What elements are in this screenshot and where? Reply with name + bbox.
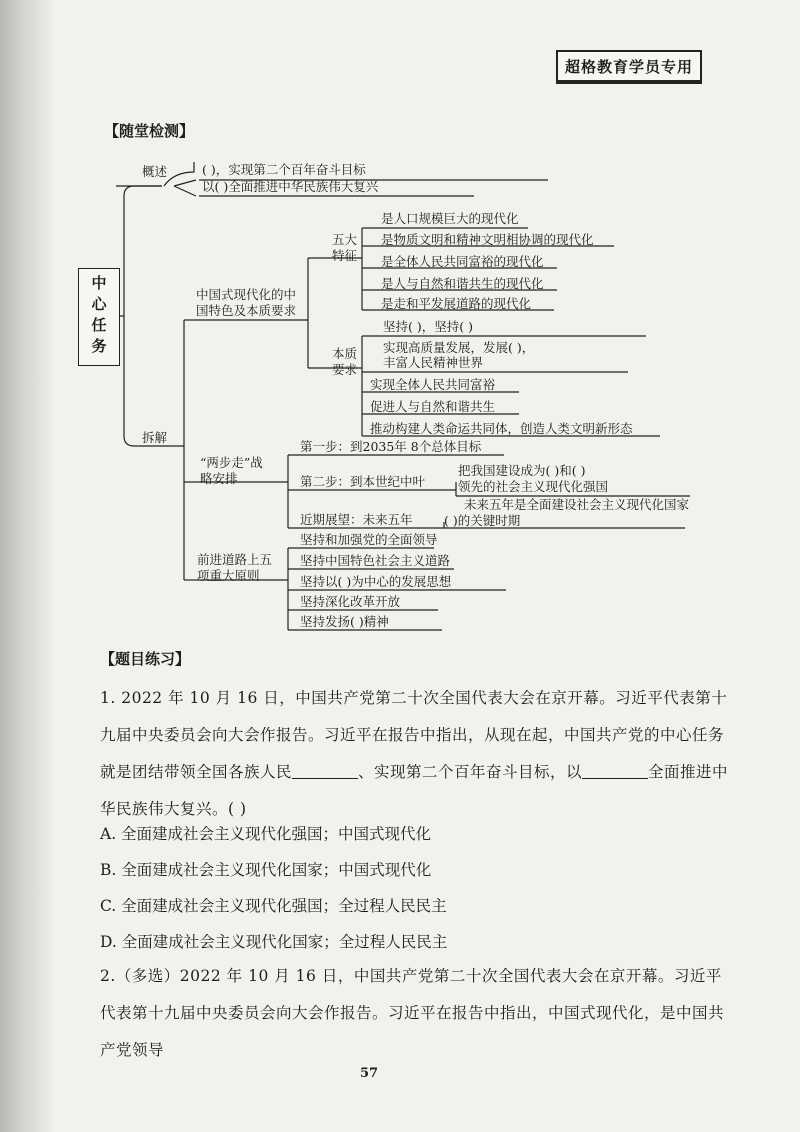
feature-item: 是走和平发展道路的现代化 — [381, 296, 532, 311]
question-1-text-c: 全面推进中华民族伟大复兴。( ) — [100, 763, 729, 818]
option-c: C. 全面建成社会主义现代化强国；全过程人民民主 — [100, 897, 447, 915]
essence-item: 促进人与自然和谐共生 — [370, 399, 496, 414]
option-b: B. 全面建成社会主义现代化国家；中国式现代化 — [100, 861, 432, 879]
overview-label: 概述 — [142, 164, 168, 179]
near-term-detail-2: ( )的关键时期 — [444, 513, 521, 528]
principle-item: 坚持中国特色社会主义道路 — [300, 553, 451, 568]
textbook-page — [44, 0, 800, 1132]
characteristics-label-1: 中国式现代化的中 — [196, 287, 297, 302]
question-1-text-b: 、实现第二个百年奋斗目标，以 — [358, 763, 583, 781]
five-features-label-2: 特征 — [332, 248, 358, 263]
near-term: 近期展望：未来五年 — [300, 512, 413, 527]
principles-label-1: 前进道路上五 — [197, 552, 273, 567]
section-title-quiz: 【随堂检测】 — [104, 122, 195, 140]
essence-item: 实现全体人民共同富裕 — [370, 377, 496, 392]
option-d: D. 全面建成社会主义现代化国家；全过程人民民主 — [100, 933, 448, 951]
two-step-label-2: 略安排 — [200, 471, 238, 486]
header-badge: 超格教育学员专用 — [556, 50, 702, 82]
five-features-label-1: 五大 — [332, 232, 358, 247]
characteristics-label-2: 国特色及本质要求 — [196, 303, 297, 318]
step-2-detail-2: 领先的社会主义现代化强国 — [458, 479, 609, 494]
feature-item: 是人与自然和谐共生的现代化 — [381, 276, 544, 291]
step-2-detail-1: 把我国建设成为( )和( ) — [458, 463, 586, 478]
feature-item: 是物质文明和精神文明相协调的现代化 — [381, 232, 594, 247]
essence-item: 推动构建人类命运共同体，创造人类文明新形态 — [370, 421, 633, 436]
principle-item: 坚持发扬( )精神 — [300, 614, 389, 629]
principles-label-2: 项重大原则 — [197, 568, 260, 583]
essence-item: 坚持( )，坚持( ) — [383, 319, 473, 334]
split-label: 拆解 — [142, 430, 168, 445]
question-2: 2.（多选）2022 年 10 月 16 日，中国共产党第二十次全国代表大会在京开幕。习近平代表第十九届中央委员会向大会作报告。习近平在报告中指出，中国式现代化，是中国共产党领导 — [100, 967, 725, 1059]
overview-line-1: ( )，实现第二个百年奋斗目标 — [202, 162, 366, 177]
page-number: 57 — [360, 1066, 379, 1081]
near-term-detail-1: 未来五年是全面建设社会主义现代化国家 — [464, 497, 690, 512]
step-1: 第一步：到2035年 8个总体目标 — [300, 439, 482, 454]
section-title-practice: 【题目练习】 — [100, 650, 191, 668]
option-a: A. 全面建成社会主义现代化强国；中国式现代化 — [100, 825, 432, 843]
answer-blank — [292, 760, 358, 779]
two-step-label-1: “两步走”战 — [200, 455, 263, 470]
step-2: 第二步：到本世纪中叶 — [300, 474, 426, 489]
overview-line-2: 以( )全面推进中华民族伟大复兴 — [202, 179, 379, 194]
principle-item: 坚持以( )为中心的发展思想 — [300, 574, 452, 589]
mindmap-root: 中心任务 — [78, 268, 120, 366]
essence-label-1: 本质 — [332, 346, 358, 361]
essence-item: 丰富人民精神世界 — [383, 355, 484, 370]
question-1 — [100, 680, 730, 828]
essence-label-2: 要求 — [332, 362, 358, 377]
feature-item: 是全体人民共同富裕的现代化 — [381, 254, 544, 269]
feature-item: 是人口规模巨大的现代化 — [381, 211, 519, 226]
answer-blank — [582, 760, 648, 779]
essence-item: 实现高质量发展，发展( )， — [383, 340, 535, 355]
principle-item: 坚持深化改革开放 — [300, 594, 401, 609]
question-1-text-a: 1. 2022 年 10 月 16 日，中国共产党第二十次全国代表大会在京开幕。习近平代表第十九届中央委员会向大会作报告。习近平在报告中指出，从现在起，中国共产党的中心任务就是团结带领全国各族人民 — [100, 689, 728, 781]
principle-item: 坚持和加强党的全面领导 — [300, 532, 438, 547]
